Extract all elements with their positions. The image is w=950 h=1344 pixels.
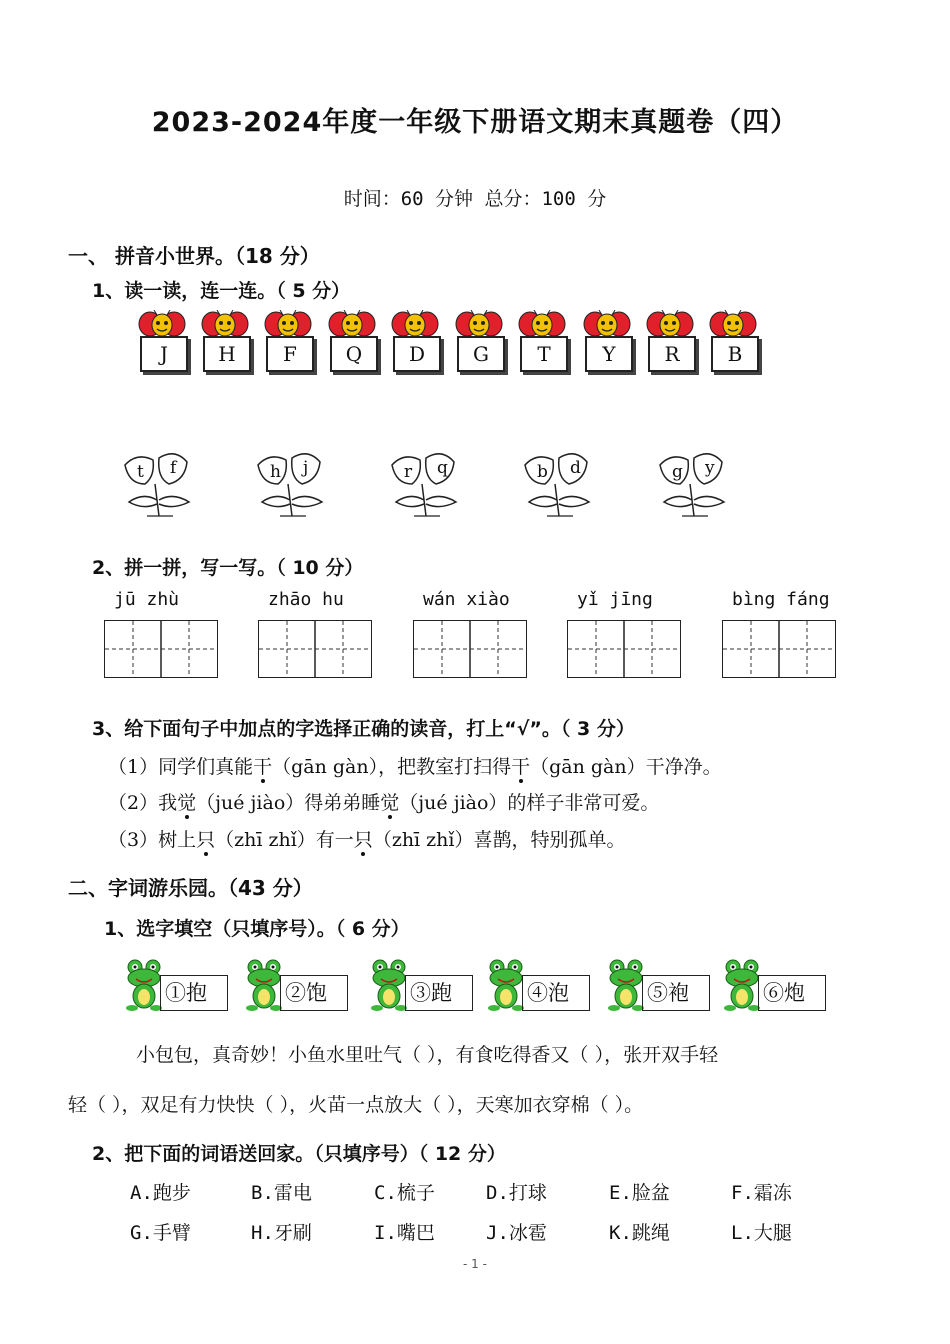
flower-letter-right: j	[303, 458, 309, 478]
q2-heading: 2、拼一拼，写一写。（ 10 分）	[92, 557, 364, 579]
section-1-heading: 一、 拼音小世界。（18 分）	[68, 244, 320, 268]
character-choice: ⑤袍	[642, 975, 710, 1011]
bee-icon	[138, 310, 186, 338]
letter-card: F	[266, 336, 314, 372]
sentence-fragment: （zhī zhǐ）有一	[215, 829, 354, 851]
word-option: I.嘴巴	[374, 1222, 435, 1244]
dotted-character: 干	[253, 752, 272, 779]
page-title: 2023-2024年度一年级下册语文期末真题卷（四）	[151, 107, 799, 138]
bee-icon	[583, 310, 631, 338]
sentence-fragment: （jué jiào）的样子非常可爱。	[399, 792, 660, 814]
dotted-character: 只	[196, 825, 215, 852]
s2-q1-heading: 1、选字填空（只填序号）。（ 6 分）	[104, 918, 410, 940]
pinyin-label: bìng fáng	[732, 589, 830, 610]
character-choice: ⑥炮	[758, 975, 826, 1011]
pinyin-label: zhāo hu	[268, 589, 344, 610]
letter-card: H	[203, 336, 251, 372]
frog-icon	[369, 958, 409, 1012]
frog-icon	[722, 958, 762, 1012]
q3-sentence	[108, 788, 659, 815]
fill-blank-line-1: 小包包，真奇妙！小鱼水里吐气（ ），有食吃得香又（ ），张开双手轻	[136, 1044, 719, 1066]
character-choice: ③跑	[405, 975, 473, 1011]
sentence-fragment: （1）同学们真能	[108, 756, 254, 778]
sentence-fragment: （jué jiào）得弟弟睡	[196, 792, 381, 814]
flower-letter-right: q	[437, 458, 448, 478]
bee-icon	[455, 310, 503, 338]
bee-icon	[646, 310, 694, 338]
flower-letter-left: g	[672, 462, 683, 482]
sentence-fragment: （2）我	[108, 792, 178, 814]
word-option: A.跑步	[130, 1182, 191, 1204]
letter-card: T	[520, 336, 568, 372]
word-option: G.手臂	[130, 1222, 191, 1244]
word-option: F.霜冻	[731, 1182, 792, 1204]
letter-card: B	[711, 336, 759, 372]
q1-heading: 1、读一读，连一连。（ 5 分）	[92, 280, 351, 302]
dotted-character: 觉	[177, 788, 196, 815]
frog-icon	[606, 958, 646, 1012]
flower-letter-left: r	[404, 462, 413, 482]
bee-icon	[201, 310, 249, 338]
q3-sentence	[108, 752, 722, 779]
flower-icon	[650, 440, 740, 520]
word-option: H.牙刷	[251, 1222, 312, 1244]
frog-icon	[124, 958, 164, 1012]
q3-heading: 3、给下面句子中加点的字选择正确的读音，打上“√”。（ 3 分）	[92, 718, 635, 740]
flower-letter-right: y	[705, 458, 715, 478]
word-option: D.打球	[486, 1182, 547, 1204]
pinyin-label: jū zhù	[114, 589, 180, 610]
sentence-fragment: （3）树上	[108, 829, 197, 851]
page-number: - 1 -	[463, 1257, 487, 1271]
flower-icon	[248, 440, 338, 520]
sentence-fragment: （zhī zhǐ）喜鹊，特别孤单。	[372, 829, 626, 851]
flower-letter-left: t	[137, 462, 144, 482]
s2-q2-heading: 2、把下面的词语送回家。（只填序号）（ 12 分）	[92, 1143, 506, 1165]
bee-icon	[328, 310, 376, 338]
letter-card: D	[393, 336, 441, 372]
flower-letter-left: b	[537, 462, 548, 482]
tianzige-grid[interactable]	[567, 620, 681, 678]
character-choice: ①抱	[160, 975, 228, 1011]
character-choice: ④泡	[522, 975, 590, 1011]
word-option: J.冰雹	[486, 1222, 547, 1244]
dotted-character: 只	[354, 825, 373, 852]
bee-icon	[709, 310, 757, 338]
bee-icon	[391, 310, 439, 338]
q3-sentence	[108, 825, 626, 852]
letter-card: J	[140, 336, 188, 372]
dotted-character: 干	[511, 752, 530, 779]
tianzige-grid[interactable]	[722, 620, 836, 678]
flower-letter-right: d	[570, 458, 581, 478]
tianzige-grid[interactable]	[413, 620, 527, 678]
tianzige-grid[interactable]	[258, 620, 372, 678]
letter-card: R	[648, 336, 696, 372]
letter-card: Y	[585, 336, 633, 372]
character-choice: ②饱	[280, 975, 348, 1011]
letter-card: Q	[330, 336, 378, 372]
word-option: K.跳绳	[609, 1222, 670, 1244]
bee-icon	[264, 310, 312, 338]
flower-icon	[515, 440, 605, 520]
pinyin-label: yǐ jīng	[577, 589, 653, 610]
flower-letter-left: h	[270, 462, 281, 482]
word-option: B.雷电	[251, 1182, 312, 1204]
frog-icon	[244, 958, 284, 1012]
sentence-fragment: （gān gàn），把教室打扫得	[272, 756, 512, 778]
flower-letter-right: f	[170, 458, 177, 478]
fill-blank-line-2: 轻（ ），双足有力快快（ ），火苗一点放大（ ），天寒加衣穿棉（ ）。	[68, 1094, 644, 1116]
word-option: C.梳子	[374, 1182, 435, 1204]
flower-icon	[382, 440, 472, 520]
word-option: L.大腿	[731, 1222, 792, 1244]
tianzige-grid[interactable]	[104, 620, 218, 678]
section-2-heading: 二、字词游乐园。（43 分）	[68, 876, 313, 900]
sentence-fragment: （gān gàn）干净净。	[530, 756, 722, 778]
flower-icon	[115, 440, 205, 520]
pinyin-label: wán xiào	[423, 589, 510, 610]
dotted-character: 觉	[380, 788, 399, 815]
word-option: E.脸盆	[609, 1182, 670, 1204]
letter-card: G	[457, 336, 505, 372]
frog-icon	[486, 958, 526, 1012]
bee-icon	[518, 310, 566, 338]
exam-meta: 时间：60 分钟 总分：100 分	[343, 188, 607, 210]
